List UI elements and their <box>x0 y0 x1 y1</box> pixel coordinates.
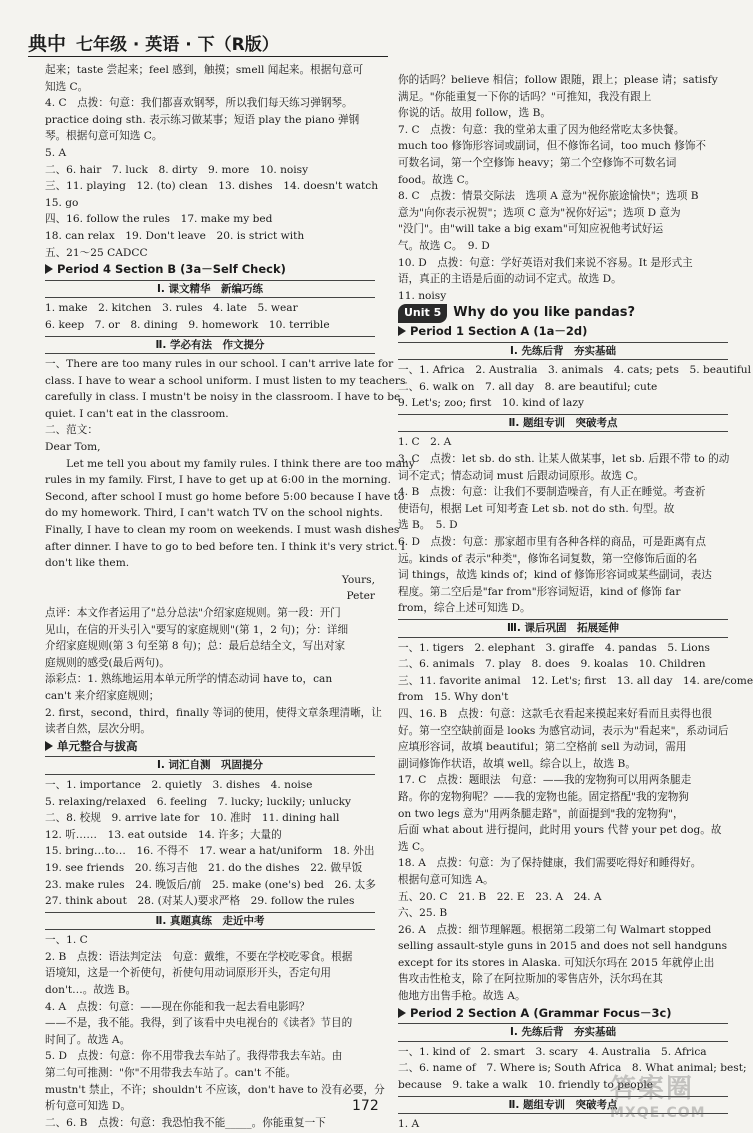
answer-line: 27. think about 28. (对某人)要求严格 29. follow the rules <box>45 895 355 908</box>
brand-logo: 典中 <box>28 32 67 55</box>
answer-line: carefully in class. I mustn't be noisy in the classroom. I have to be <box>45 391 401 404</box>
answer-line: 五、20. C 21. B 22. E 23. A 24. A <box>398 890 602 903</box>
section-heading-text: Period 4 Section B (3a－Self Check) <box>57 262 286 277</box>
section-bar: Ⅰ. 先练后背 夯实基础 <box>398 342 728 361</box>
answer-line: 18. A 点拨：句意：为了保持健康，我们需要吃得好和睡得好。 <box>398 857 702 870</box>
triangle-icon <box>398 326 406 336</box>
triangle-icon <box>45 264 53 274</box>
answer-line: 2. B 点拨：语法判定法 句意：戴维，不要在学校吃零食。根据 <box>45 950 353 963</box>
triangle-icon <box>45 741 53 751</box>
right-column <box>398 72 753 1133</box>
answer-line: 二、6. animals 7. play 8. does 9. koalas 10. Children <box>398 658 706 671</box>
unit-title: Why do you like pandas? <box>453 305 636 321</box>
section-heading-text: Period 2 Section A (Grammar Focus－3c) <box>410 1005 672 1020</box>
answer-line: 12. 听…… 13. eat outside 14. 许多；大量的 <box>45 828 282 841</box>
answer-line: mustn't 禁止，不许；shouldn't 不应该，don't have to 没有必要，分 <box>45 1083 385 1096</box>
answer-line: 二、范文： <box>45 424 98 437</box>
answer-line: 词 things，故选 kinds of；kind of 修饰形容词或某些副词，表达 <box>398 569 712 582</box>
answer-line: 一、1. Africa 2. Australia 3. animals 4. cats; pets 5. beautiful <box>398 364 751 377</box>
answer-line: Yours, <box>341 573 375 586</box>
answer-line: 应填形容词，故填 beautiful；第二空格前 sell 为动词，需用 <box>398 741 687 754</box>
answer-line: 19. see friends 20. 练习吉他 21. do the dishes 22. 做早饭 <box>45 861 363 874</box>
answer-line: 一、1. C <box>45 934 88 947</box>
answer-line: 语境知，这是一个祈使句，祈使句用动词原形开头，否定句用 <box>45 967 332 980</box>
page-header <box>28 30 279 54</box>
answer-line: 介绍家庭规则(第 3 句至第 8 句)；总：最后总结全文，写出对家 <box>45 640 346 653</box>
answer-line: don't…。故选 B。 <box>45 984 137 997</box>
answer-line: 4. A 点拨：句意：——现在你能和我一起去看电影吗？ <box>45 1000 310 1013</box>
section-bar: Ⅱ. 真题真练 走近中考 <box>45 912 375 931</box>
answer-line: 8. C 点拨：情景交际法 选项 A 意为"祝你旅途愉快"；选项 B <box>398 190 699 203</box>
answer-line: rules in my family. First, I have to get up at 6:00 in the morning. <box>45 474 391 487</box>
answer-line: because 9. take a walk 10. friendly to people <box>398 1079 654 1092</box>
section-bar: Ⅱ. 题组专训 突破考点 <box>398 1096 728 1115</box>
answer-line: 选 B。 5. D <box>398 519 458 532</box>
answer-line: 23. make rules 24. 晚饭后/前 25. make (one's) bed 26. 太多 <box>45 878 376 891</box>
answer-line: 四、16. follow the rules 17. make my bed <box>45 213 273 226</box>
answer-line: 好。第一空空缺前面是 looks 为感官动词，表示为"看起来"，系动词后 <box>398 724 729 737</box>
section-bar: Ⅰ. 先练后背 夯实基础 <box>398 1023 728 1042</box>
answer-line: 路。你的宠物狗呢？——我的宠物也能。固定搭配"我的宠物狗 <box>398 790 689 803</box>
answer-line: 2. first，second，third，finally 等词的使用，使得文章条理清晰，让 <box>45 706 382 719</box>
watermark-logo <box>610 1068 730 1123</box>
answer-line: 10. D 点拨：句意：学好英语对我们来说不容易。It 是形式主 <box>398 256 693 269</box>
answer-line: much too 修饰形容词或副词，但不修饰名词，too much 修饰不 <box>398 140 707 153</box>
answer-line: food。故选 C。 <box>398 173 476 186</box>
answer-line: selling assault-style guns in 2015 and does not sell handguns <box>398 940 728 953</box>
answer-line: Peter <box>346 590 375 603</box>
section-heading-text: Period 1 Section A (1a－2d) <box>410 323 588 338</box>
answer-line: 1. C 2. A <box>398 436 452 449</box>
page-number: 172 <box>352 1098 379 1114</box>
answer-line: 见山，在信的开头引入"要写的家庭规则"(第 1，2 句)；分：详细 <box>45 623 349 636</box>
answer-line: 他地方出售手枪。故选 A。 <box>398 990 526 1003</box>
answer-line: practice doing sth. 表示练习做某事；短语 play the piano 弹钢 <box>45 113 360 126</box>
answer-line: Second, after school I must go home before 5:00 because I have to <box>45 490 405 503</box>
answer-line: 5. A <box>45 146 67 159</box>
answer-line: 二、8. 校规 9. arrive late for 10. 准时 11. dining hall <box>45 812 340 825</box>
answer-line: 起来；taste 尝起来；feel 感到，触摸；smell 闻起来。根据句意可 <box>45 64 364 76</box>
watermark-text: 答案圈 <box>610 1074 695 1104</box>
unit-heading <box>398 304 728 323</box>
answer-line: 4. B 点拨：句意：让我们不要制造噪音，有人正在睡觉。考查祈 <box>398 486 706 499</box>
section-heading-text: 单元整合与拔高 <box>57 738 138 753</box>
answer-line: 满足。"你能重复一下你的话吗？"可推知，我没有跟上 <box>398 90 652 103</box>
answer-line: class. I have to wear a school uniform. I must listen to my teachers <box>45 374 406 387</box>
unit-badge: Unit 5 <box>398 304 447 323</box>
answer-line: 二、6. name of 7. Where is; South Africa 8. What animal; best; <box>398 1062 747 1075</box>
answer-line: 4. C 点拨：句意：我们都喜欢钢琴，所以我们每天练习弹钢琴。 <box>45 97 353 110</box>
answer-line: 二、6. B 点拨：句意：我恐怕我不能_____。你能重复一下 <box>45 1116 326 1129</box>
answer-line: 可数名词，第一个空修饰 heavy；第二个空修饰不可数名词 <box>398 156 677 169</box>
answer-line: 一、There are too many rules in our school. I can't arrive late for <box>45 358 394 371</box>
section-bar: Ⅱ. 学必有法 作文提分 <box>45 336 375 355</box>
answer-line: 你的话吗？believe 相信；follow 跟随，跟上；please 请；satisfy <box>398 74 718 86</box>
section-bar: Ⅲ. 课后巩固 拓展延伸 <box>398 619 728 638</box>
answer-line: 一、1. kind of 2. smart 3. scary 4. Australia 5. Africa <box>398 1045 707 1058</box>
answer-line: from 15. Why don't <box>398 691 509 704</box>
answer-line: quiet. I can't eat in the classroom. <box>45 407 229 420</box>
section-bar: Ⅰ. 词汇自测 巩固提分 <box>45 756 375 775</box>
answer-line: "没门"。由"will take a big exam"可知应祝他考试好运 <box>398 223 664 236</box>
answer-line: 11. noisy <box>398 289 447 302</box>
answer-line: 7. C 点拨：句意：我的堂弟太重了因为他经常吃太多快餐。 <box>398 123 685 136</box>
answer-line: 一、1. tigers 2. elephant 3. giraffe 4. pandas 5. Lions <box>398 641 710 654</box>
answer-line: except for its stores in Alaska. 可知沃尔玛在 2015 年就停止出 <box>398 956 715 969</box>
answer-line: 语，真正的主语是后面的动词不定式。故选 D。 <box>398 273 622 286</box>
answer-line: can't 来介绍家庭规则； <box>45 689 160 702</box>
answer-line: 15. go <box>45 196 79 209</box>
answer-line: 3. C 点拨：let sb. do sth. 让某人做某事，let sb. 后跟不带 to 的动 <box>398 453 730 466</box>
answer-line: 18. can relax 19. Don't leave 20. is strict with <box>45 229 305 242</box>
answer-line: 知选 C。 <box>45 80 89 93</box>
answer-line: 三、11. favorite animal 12. Let's; first 13. all day 14. are/come <box>398 674 753 687</box>
answer-line: from，综合上述可知选 D。 <box>398 602 531 615</box>
answer-line: 三、11. playing 12. (to) clean 13. dishes 14. doesn't watch <box>45 180 379 193</box>
answer-line: don't like them. <box>45 557 130 570</box>
answer-line: 5. D 点拨：句意：你不用带我去车站了。我得带我去车站。由 <box>45 1050 343 1063</box>
section-bar: Ⅰ. 课文精华 新编巧练 <box>45 280 375 299</box>
answer-line: 二、6. hair 7. luck 8. dirty 9. more 10. noisy <box>45 163 309 176</box>
answer-line: 远。kinds of 表示"种类"，修饰名词复数，第一空修饰后面的名 <box>398 552 698 565</box>
answer-line: 副词修饰作状语，故填 well。综合以上，故选 B。 <box>398 757 636 770</box>
answer-line: Finally, I have to clean my room on weekends. I must wash dishes <box>45 524 400 537</box>
answer-line: 根据句意可知选 A。 <box>398 873 494 886</box>
answer-line: on two legs 意为"用两条腿走路"，前面提到"我的宠物狗"， <box>398 807 684 820</box>
answer-line: 添彩点：1. 熟练地运用本单元所学的情态动词 have to，can <box>45 673 333 686</box>
watermark-url: MXQE.COM <box>610 1105 706 1121</box>
section-heading <box>398 1005 728 1022</box>
answer-line: 一、1. importance 2. quietly 3. dishes 4. noise <box>45 778 313 791</box>
answer-line: 六、25. B <box>398 907 448 920</box>
answer-line: 17. C 点拨：题眼法 句意：——我的宠物狗可以用两条腿走 <box>398 774 692 787</box>
answer-line: 9. Let's; zoo; first 10. kind of lazy <box>398 397 584 410</box>
answer-line: Dear Tom, <box>45 441 101 454</box>
answer-line: ——不是，我不能。我得，到了该看中央电视台的《读者》节目的 <box>45 1017 353 1030</box>
answer-line: 你说的话。故用 follow，选 B。 <box>398 107 551 120</box>
answer-line: 15. bring…to… 16. 不得不 17. wear a hat/uniform 18. 外出 <box>45 845 375 858</box>
answer-line: 售攻击性枪支，除了在阿拉斯加的零售店外，沃尔玛在其 <box>398 973 663 986</box>
answer-line: 词不定式；情态动词 must 后跟动词原形。故选 C。 <box>398 469 645 482</box>
section-heading <box>45 261 375 278</box>
answer-line: 5. relaxing/relaxed 6. feeling 7. lucky; luckily; unlucky <box>45 795 352 808</box>
section-bar: Ⅱ. 题组专训 突破考点 <box>398 414 728 433</box>
answer-line: do my homework. Third, I can't watch TV on the school nights. <box>45 507 383 520</box>
answer-line: 第二句可推测："你"不用带我去车站了。can't 不能。 <box>45 1067 297 1080</box>
answer-line: 气。故选 C。 9. D <box>398 239 490 252</box>
answer-line: Let me tell you about my family rules. I think there are too many <box>45 457 415 470</box>
answer-line: 使语句，根据 Let 可知考查 Let sb. not do sth. 句型。故 <box>398 502 675 515</box>
header-title: 七年级 · 英语 · 下（R版） <box>76 34 279 55</box>
answer-line: 五、21～25 CADCC <box>45 246 148 259</box>
answer-line: 读者自然，层次分明。 <box>45 723 151 736</box>
answer-line: 1. A <box>398 1118 420 1131</box>
answer-line: 点评：本文作者运用了"总分总法"介绍家庭规则。第一段：开门 <box>45 607 341 619</box>
answer-line: 1. make 2. kitchen 3. rules 4. late 5. wear <box>45 302 298 315</box>
header-rule <box>28 56 388 57</box>
answer-line: 时间了。故选 A。 <box>45 1033 131 1046</box>
answer-line: 选 C。 <box>398 840 431 853</box>
answer-line: 庭规则的感受(最后两句)。 <box>45 656 170 669</box>
answer-line: after dinner. I have to go to bed before ten. I think it's very strict. I <box>45 540 406 553</box>
answer-line: 析句意可知选 D。 <box>45 1100 132 1113</box>
answer-line: 6. keep 7. or 8. dining 9. homework 10. terrible <box>45 318 330 331</box>
answer-line: 二、6. walk on 7. all day 8. are beautiful; cute <box>398 380 658 393</box>
triangle-icon <box>398 1008 406 1018</box>
answer-line: 26. A 点拨：细节理解题。根据第二段第二句 Walmart stopped <box>398 923 712 936</box>
answer-line: 后面 what about 进行提问，此时用 yours 代替 your pet dog。故 <box>398 824 722 837</box>
section-heading <box>398 323 728 340</box>
answer-line: 意为"向你表示祝贺"；选项 C 意为"祝你好运"；选项 D 意为 <box>398 206 681 219</box>
answer-line: 程度。第二空后是"far from"形容词短语，kind of 修饰 far <box>398 585 681 598</box>
answer-line: 四、16. B 点拨：句意：这款毛衣看起来摸起来好看而且卖得也很 <box>398 707 713 720</box>
answer-line: 琴。根据句意可知选 C。 <box>45 130 163 143</box>
section-heading <box>45 738 375 755</box>
answer-line: 6. D 点拨：句意：那家超市里有各种各样的商品，可是距离有点 <box>398 536 706 549</box>
